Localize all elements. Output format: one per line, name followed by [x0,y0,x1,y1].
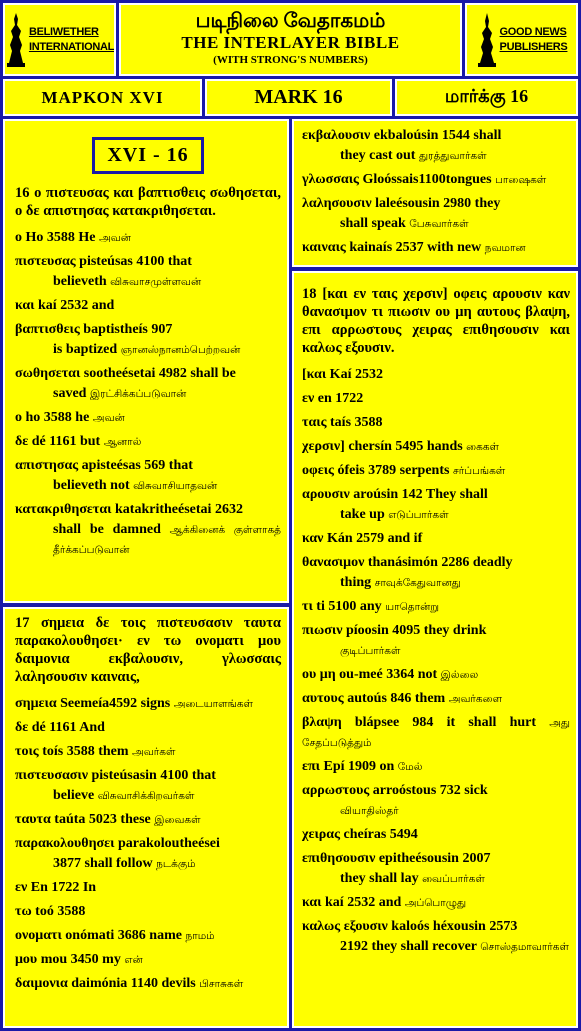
word-tamil-gloss: பாஷைகள் [495,174,547,186]
verse-16-panel [3,119,289,603]
word-greek-entry: παρακολουθησει parakoloutheései [15,836,220,851]
word-entry [302,757,570,777]
word-tamil-gloss: என் [124,954,143,966]
word-line [15,834,281,854]
word-greek-entry: επιθησουσιν epitheésousin 2007 [302,851,491,866]
word-line [15,252,281,272]
chapter-label-wrap [15,137,281,174]
word-english-gloss: 2192 they shall recover [340,939,481,954]
word-entry [15,408,281,428]
word-entry [15,456,281,496]
word-tamil-gloss: அவர்கள் [132,746,176,758]
word-tamil-gloss: இவைகள் [154,814,201,826]
word-gloss-line [15,384,281,404]
word-tamil-gloss: அவன் [99,232,131,244]
word-tamil-gloss: கைகள் [466,441,500,453]
word-line [15,926,281,946]
bellwether-logo [3,3,116,76]
word-greek-entry: κατακριθησεται katakritheésetai 2632 [15,502,243,517]
word-tamil-gloss: குடிப்பார்கள் [340,645,401,657]
word-greek-entry: πιστευσασιν pisteúsasin 4100 that [15,768,216,783]
word-greek-entry: τι ti 5100 any [302,599,386,614]
word-gloss-line [302,869,570,889]
word-english-gloss: believe [53,788,98,803]
word-entry [15,742,281,762]
word-line [302,238,570,258]
word-english-gloss: they shall lay [340,871,423,886]
word-gloss-line [15,272,281,292]
verse-17-continued-word-list [302,126,570,258]
word-greek-entry: πιωσιν píoosin 4095 they drink [302,623,487,638]
word-tamil-gloss: விசுவாசியாதவன் [133,480,218,492]
word-line [302,485,570,505]
word-line [302,126,570,146]
word-entry [15,926,281,946]
word-greek-entry: ταυτα taúta 5023 these [15,812,155,827]
word-gloss-line [302,505,570,525]
word-tamil-gloss: அவர்களை [448,693,503,705]
word-gloss-line [15,786,281,806]
word-greek-entry: ο ho 3588 he [15,410,93,425]
word-line [302,553,570,573]
word-english-gloss: is baptized [53,342,121,357]
word-entry [302,665,570,685]
word-line [302,365,570,385]
word-line [15,742,281,762]
word-tamil-gloss: ஞானஸ்நானம்பெற்றவன் [120,344,241,356]
title-tamil: படிநிலை வேதாகமம் [195,10,386,32]
word-greek-entry: χερσιν] chersín 5495 hands [302,439,467,454]
word-entry [15,718,281,738]
word-tamil-gloss: வியாதிஸ்தர் [340,805,399,817]
word-entry [15,694,281,714]
word-line [15,974,281,994]
word-line [302,713,570,753]
english-book-text: MARK 16 [254,86,343,108]
word-greek-entry: δε dé 1161 And [15,720,105,735]
word-entry [302,849,570,889]
word-greek-entry: ου μη ou-meé 3364 not [302,667,441,682]
word-greek-entry: γλωσσαις Gloóssais1100tongues [302,172,496,187]
word-entry [302,893,570,913]
word-entry [302,437,570,457]
word-greek-entry: δε dé 1161 but [15,434,104,449]
word-entry [302,365,570,385]
word-tamil-gloss: சாவுக்கேதுவானது [374,577,461,589]
word-entry [302,194,570,234]
word-tamil-gloss: நாமம் [185,930,215,942]
word-entry [302,597,570,617]
word-line [15,320,281,340]
word-greek-entry: ο Ho 3588 He [15,230,99,245]
greek-book-label [3,79,202,116]
word-entry [302,529,570,549]
word-english-gloss: shall speak [340,216,410,231]
word-gloss-line [302,146,570,166]
word-tamil-gloss: வைப்பார்கள் [422,873,485,885]
word-tamil-gloss: ஆனால் [103,436,142,448]
good-news-logo [465,3,578,76]
verse-16-word-list [15,228,281,560]
word-line [302,597,570,617]
word-entry [15,878,281,898]
verse-17-panel [3,607,289,1028]
word-english-gloss: they cast out [340,148,419,163]
word-line [15,766,281,786]
word-gloss-line [302,937,570,957]
tower-icon [476,11,498,69]
word-line [15,950,281,970]
word-greek-entry: ταις taís 3588 [302,415,383,430]
word-line [302,413,570,433]
word-greek-entry: [και Kaí 2532 [302,367,383,382]
word-line [15,810,281,830]
verse-17-greek: 17 σημεια δε τοις πιστευσασιν ταυτα παρακολουθησει· εν τω ονοματι μου δαιμονια εκβαλουσιν, γλωσσαις λαλησουσιν καιναις, [15,615,281,685]
word-entry [302,485,570,525]
word-entry [302,917,570,957]
word-greek-entry: σωθησεται sootheésetai 4982 shall be [15,366,236,381]
word-gloss-line [302,801,570,821]
word-tamil-gloss: பேசுவார்கள் [409,218,469,230]
word-greek-entry: και kaí 2532 and [302,895,405,910]
word-english-gloss: thing [340,575,375,590]
word-tamil-gloss: மேல் [397,761,423,773]
english-book-label [205,79,392,116]
word-tamil-gloss: ஆக்கினைக் குள்ளாகத் தீர்க்கப்படுவான் [53,524,282,556]
verse-18-panel [292,271,578,1028]
word-line [302,529,570,549]
word-line [302,849,570,869]
word-line [15,228,281,248]
verse-18-word-list [302,365,570,957]
word-greek-entry: βαπτισθεις baptistheís 907 [15,322,173,337]
title-english: THE INTERLAYER BIBLE [181,33,400,52]
word-greek-entry: χειρας cheíras 5494 [302,827,418,842]
word-greek-entry: αρουσιν aroúsin 142 They shall [302,487,488,502]
word-tamil-gloss: அப்பொழுது [404,897,467,909]
word-tamil-gloss: பிசாசுகள் [199,978,244,990]
word-greek-entry: δαιμονια daimónia 1140 devils [15,976,200,991]
word-greek-entry: επι Epí 1909 on [302,759,398,774]
word-greek-entry: μου mou 3450 my [15,952,125,967]
word-entry [302,713,570,753]
word-greek-entry: και kaí 2532 and [15,298,115,313]
word-line [302,893,570,913]
word-entry [302,389,570,409]
word-entry [302,553,570,593]
word-entry [302,170,570,190]
word-english-gloss: shall be damned [53,522,170,537]
word-line [302,781,570,801]
word-greek-entry: ονοματι onómati 3686 name [15,928,186,943]
greek-book-text: ΜΑΡΚΟΝ XVI [41,87,164,107]
verse-18-greek: 18 [και εν ταις χερσιν] οφεις αρουσιν καν θανασιμον τι πιωσιν ου μη αυτους βλαψη, επι αρρωστους χειρας επιθησουσιν και καλως εξουσιν. [302,286,570,356]
word-entry [15,364,281,404]
word-greek-entry: καιναις kainaís 2537 with new [302,240,485,255]
word-entry [302,413,570,433]
verse-16-greek: 16 ο πιστευσας και βαπτισθεις σωθησεται, ο δε απιστησας κατακριθησεται. [15,185,281,219]
word-line [302,194,570,214]
word-line [15,718,281,738]
word-tamil-gloss: நவமான [484,242,526,254]
title-box [119,3,462,76]
word-entry [15,252,281,292]
word-tamil-gloss: சொஸ்தமாவார்கள் [480,941,569,953]
word-greek-entry: πιστευσας pisteúsas 4100 that [15,254,192,269]
word-tamil-gloss: விசுவாசமுள்ளவன் [110,276,202,288]
word-entry [302,461,570,481]
word-greek-entry: καν Kán 2579 and if [302,531,423,546]
word-tamil-gloss: நடக்கும் [156,858,196,870]
word-entry [15,950,281,970]
tamil-book-label [395,79,578,116]
word-line [302,757,570,777]
word-greek-entry: εν En 1722 In [15,880,97,895]
word-tamil-gloss: யாதொன்று [385,601,440,613]
word-gloss-line [302,573,570,593]
word-tamil-gloss: அது சேதப்படுத்தும் [302,717,570,749]
word-line [15,902,281,922]
word-english-gloss: 3877 shall follow [53,856,157,871]
word-entry [15,902,281,922]
word-entry [302,781,570,821]
word-greek-entry: αρρωστους arroóstous 732 sick [302,783,488,798]
tamil-book-text: மார்க்கு 16 [444,86,529,106]
word-tamil-gloss: இரட்சிக்கப்படுவான் [89,388,187,400]
sheep-icon [5,11,27,69]
word-greek-entry: εν en 1722 [302,391,364,406]
verse-17-continued-panel [292,119,578,267]
word-line [302,917,570,937]
subtitle: (WITH STRONG'S NUMBERS) [213,54,368,66]
word-english-gloss: saved [53,386,90,401]
word-tamil-gloss: துரத்துவார்கள் [418,150,487,162]
word-tamil-gloss: விசுவாசிக்கிறவர்கள் [97,790,195,802]
word-entry [15,834,281,874]
word-tamil-gloss: எடுப்பார்கள் [388,509,449,521]
word-entry [15,432,281,452]
word-line [15,500,281,520]
word-gloss-line [302,214,570,234]
word-entry [15,296,281,316]
word-greek-entry: εκβαλουσιν ekbaloúsin 1544 shall [302,128,502,143]
word-greek-entry: λαλησουσιν laleésousin 2980 they [302,196,501,211]
word-gloss-line [15,340,281,360]
word-english-gloss: believeth [53,274,111,289]
word-entry [302,689,570,709]
word-greek-entry: καλως εξουσιν kaloós héxousin 2573 [302,919,518,934]
word-entry [302,238,570,258]
word-line [302,825,570,845]
word-greek-entry: βλαψη blápsee 984 it shall hurt [302,715,550,730]
word-entry [302,825,570,845]
word-entry [15,974,281,994]
word-tamil-gloss: அவன் [92,412,125,424]
word-greek-entry: θανασιμον thanásimón 2286 deadly [302,555,513,570]
word-entry [15,500,281,560]
verse-17-word-list [15,694,281,994]
word-line [15,456,281,476]
word-english-gloss: believeth not [53,478,134,493]
word-tamil-gloss: இல்லை [440,669,479,681]
word-greek-entry: τω toó 3588 [15,904,86,919]
word-gloss-line [15,520,281,560]
word-entry [302,621,570,661]
word-line [302,170,570,190]
word-line [302,689,570,709]
word-entry [15,228,281,248]
chapter-label: XVI - 16 [92,137,203,174]
right-logo-line1: GOOD NEWS [499,25,567,38]
word-entry [15,766,281,806]
word-greek-entry: απιστησας apisteésas 569 that [15,458,193,473]
word-line [302,389,570,409]
word-line [302,437,570,457]
word-greek-entry: αυτους autoús 846 them [302,691,449,706]
word-line [15,364,281,384]
word-gloss-line [15,854,281,874]
left-logo-line2: INTERNATIONAL [28,40,115,53]
word-line [15,296,281,316]
word-entry [302,126,570,166]
word-line [15,432,281,452]
word-line [302,665,570,685]
word-tamil-gloss: அடையாளங்கள் [173,698,254,710]
word-greek-entry: οφεις ófeis 3789 serpents [302,463,453,478]
word-tamil-gloss: சர்ப்பங்கள் [452,465,506,477]
word-line [15,408,281,428]
word-gloss-line [302,641,570,661]
word-entry [15,810,281,830]
right-logo-line2: PUBLISHERS [499,40,568,53]
word-line [302,621,570,641]
left-logo-line1: BELIWETHER [28,25,99,38]
word-greek-entry: τοις toís 3588 them [15,744,133,759]
word-english-gloss: take up [340,507,389,522]
word-line [302,461,570,481]
word-greek-entry: σημεια Seemeía4592 signs [15,696,174,711]
word-line [15,878,281,898]
word-entry [15,320,281,360]
word-line [15,694,281,714]
word-gloss-line [15,476,281,496]
